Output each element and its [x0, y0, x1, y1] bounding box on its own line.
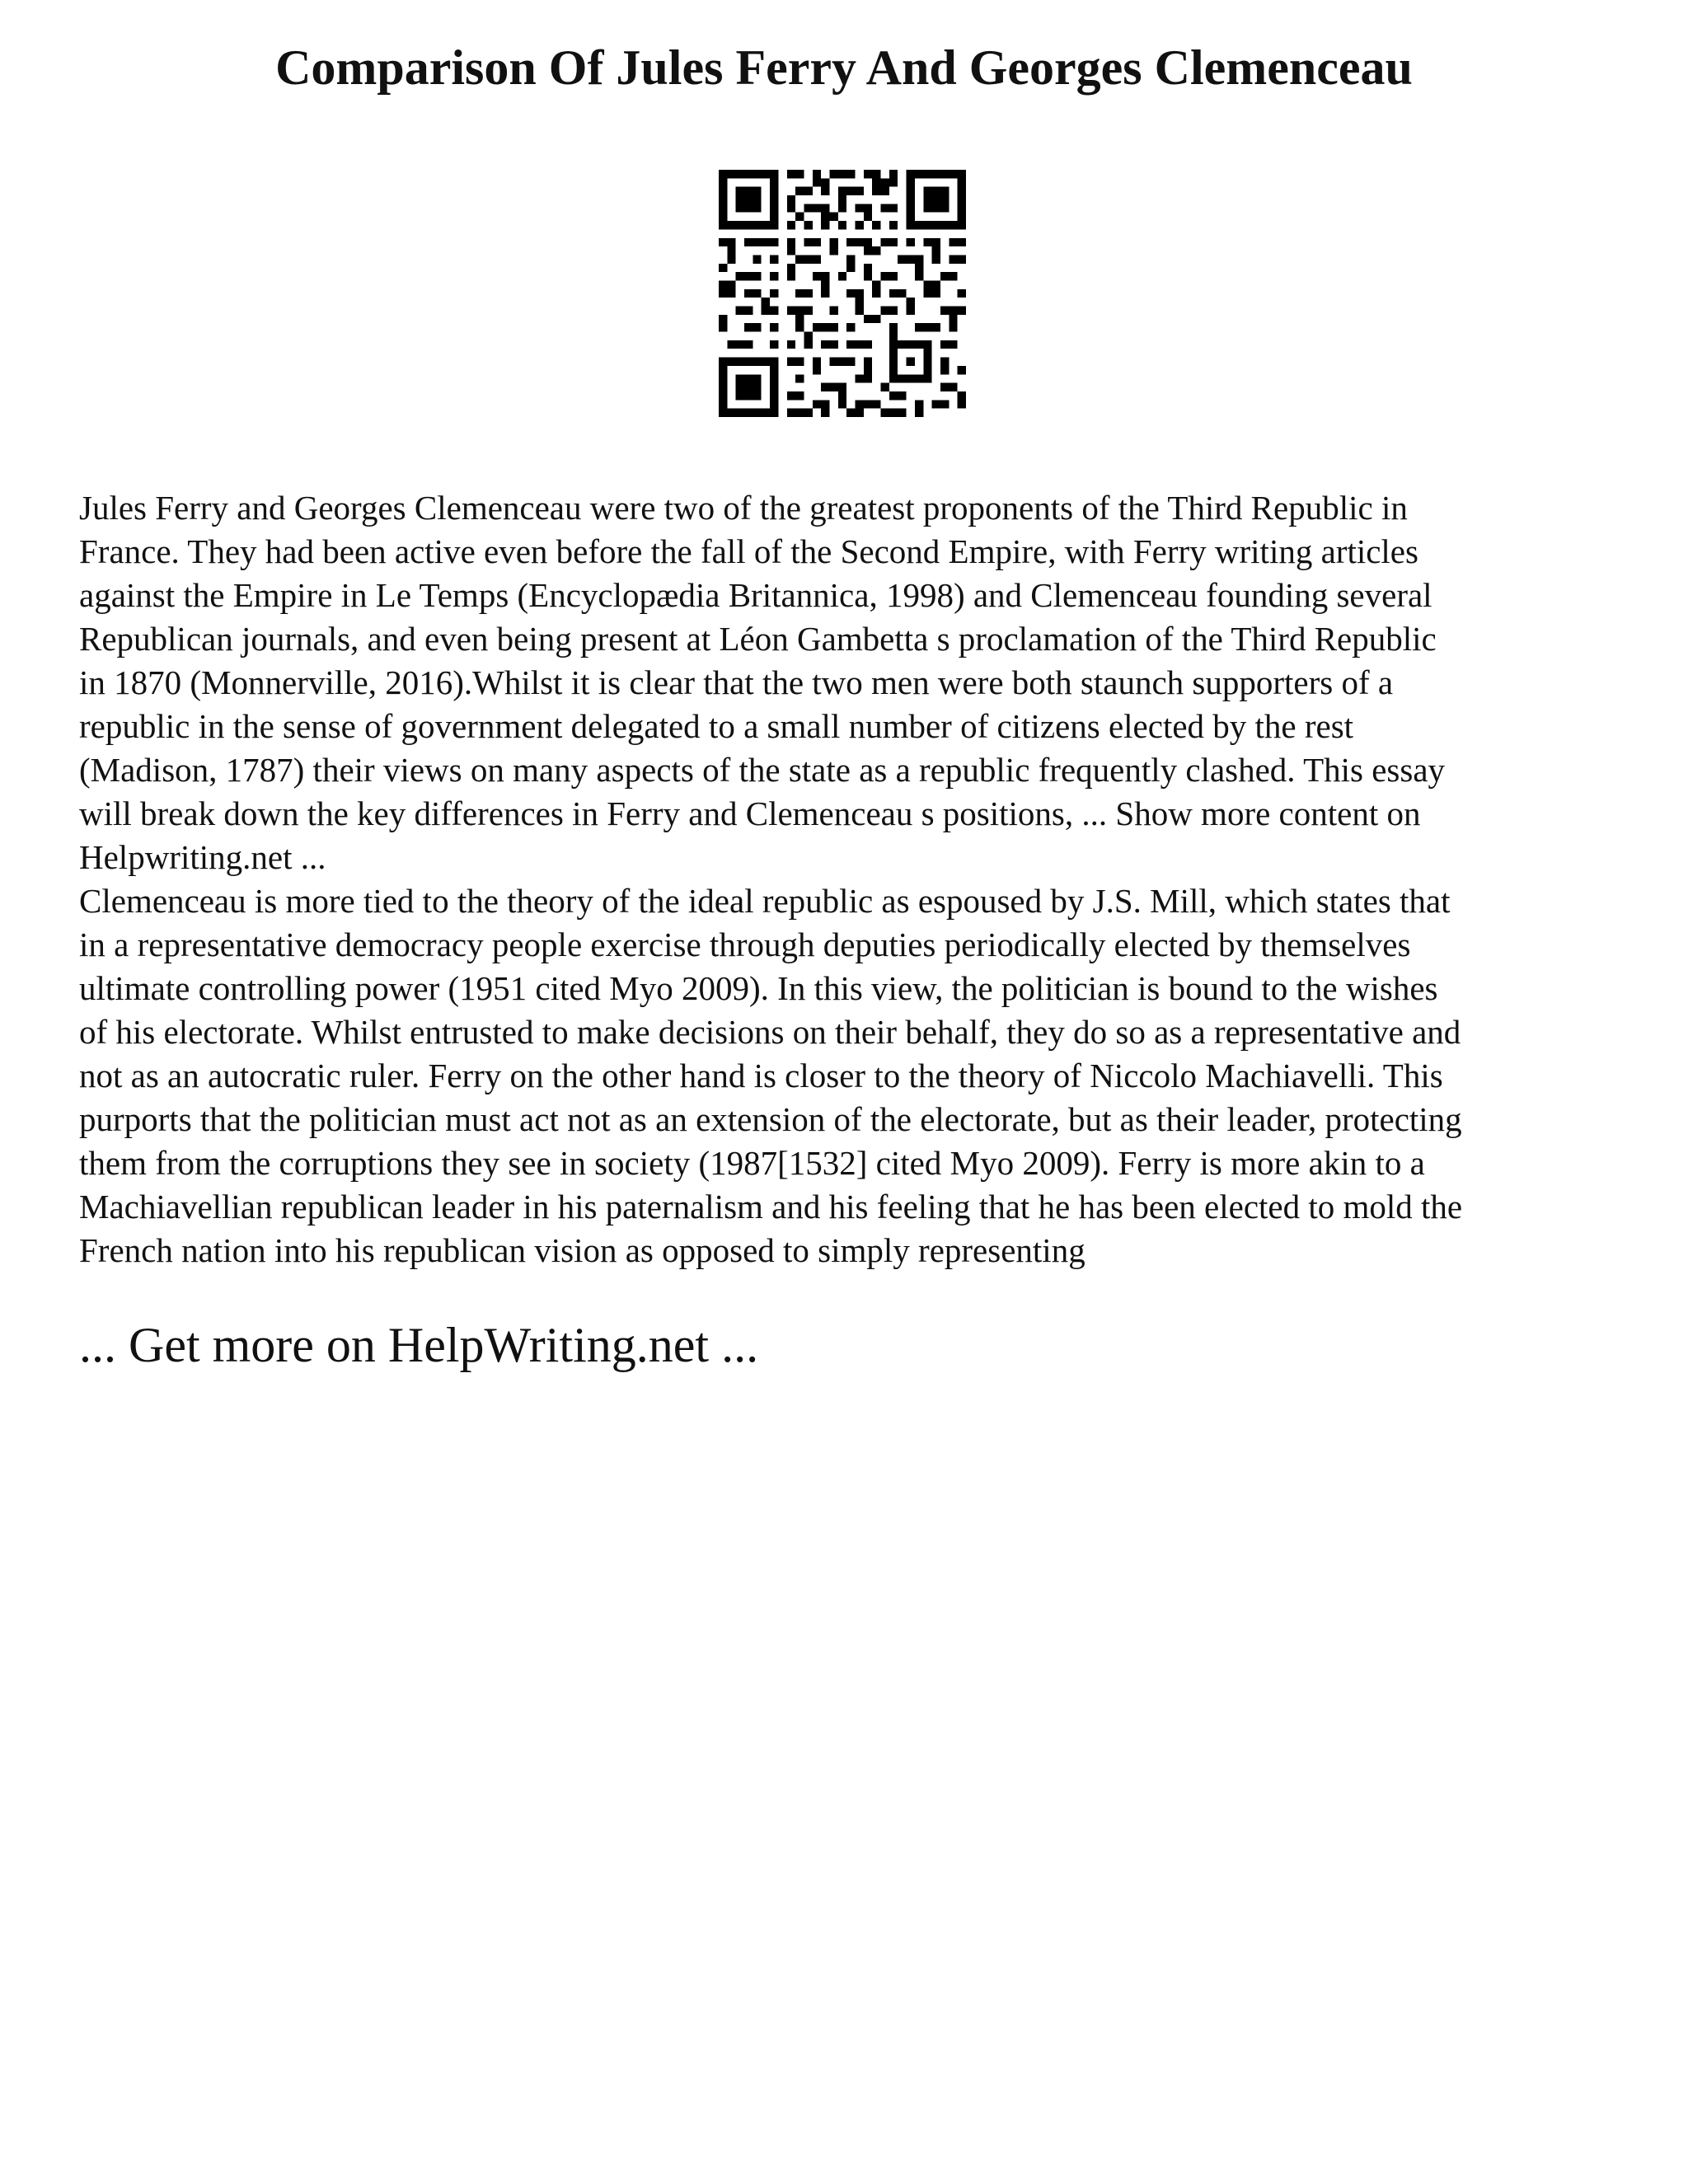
get-more-link[interactable]: ... Get more on HelpWriting.net ... [79, 1318, 759, 1372]
paragraph-2-line: Clemenceau is more tied to the theory of the ideal republic as espoused by J.S. Mill, which states that [79, 882, 1451, 920]
paragraph-2-line: purports that the politician must act not as an extension of the electorate, but as their leader, protecting [79, 1100, 1462, 1138]
paragraph-2-line: French nation into his republican vision as opposed to simply representing [79, 1231, 1085, 1269]
paragraph-2-line: Machiavellian republican leader in his paternalism and his feeling that he has been elected to mold the [79, 1188, 1463, 1226]
paragraph-1-line: republic in the sense of government delegated to a small number of citizens elected by the rest [79, 707, 1354, 745]
paragraph-1-line: Helpwriting.net ... [79, 838, 326, 876]
paragraph-1-line: Republican journals, and even being present at Léon Gambetta s proclamation of the Third Republic [79, 620, 1437, 658]
paragraph-1-line: against the Empire in Le Temps (Encyclopædia Britannica, 1998) and Clemenceau founding several [79, 576, 1432, 614]
document-body [79, 486, 1629, 1272]
paragraph-1-line: (Madison, 1787) their views on many aspects of the state as a republic frequently clashed. This essay [79, 751, 1446, 789]
paragraph-2-line: not as an autocratic ruler. Ferry on the other hand is closer to the theory of Niccolo Machiavelli. This [79, 1057, 1443, 1094]
paragraph-2 [79, 879, 1629, 1272]
paragraph-2-line: ultimate controlling power (1951 cited Myo 2009). In this view, the politician is bound to the wishes [79, 969, 1438, 1007]
qr-code-icon [719, 170, 966, 417]
paragraph-1 [79, 486, 1629, 879]
qr-code-graphic [719, 170, 966, 417]
paragraph-2-line: them from the corruptions they see in society (1987[1532] cited Myo 2009). Ferry is more akin to a [79, 1144, 1425, 1182]
paragraph-1-line: Jules Ferry and Georges Clemenceau were two of the greatest proponents of the Third Republic in [79, 489, 1408, 527]
paragraph-2-line: of his electorate. Whilst entrusted to make decisions on their behalf, they do so as a representative and [79, 1013, 1461, 1051]
paragraph-2-line: in a representative democracy people exercise through deputies periodically elected by themselves [79, 926, 1411, 963]
paragraph-1-line: France. They had been active even before the fall of the Second Empire, with Ferry writing articles [79, 532, 1418, 570]
paragraph-1-line: in 1870 (Monnerville, 2016).Whilst it is clear that the two men were both staunch supporters of a [79, 663, 1394, 701]
document-title: Comparison Of Jules Ferry And Georges Clemenceau [275, 40, 1413, 95]
paragraph-1-line: will break down the key differences in Ferry and Clemenceau s positions, ... Show more content on [79, 794, 1421, 832]
